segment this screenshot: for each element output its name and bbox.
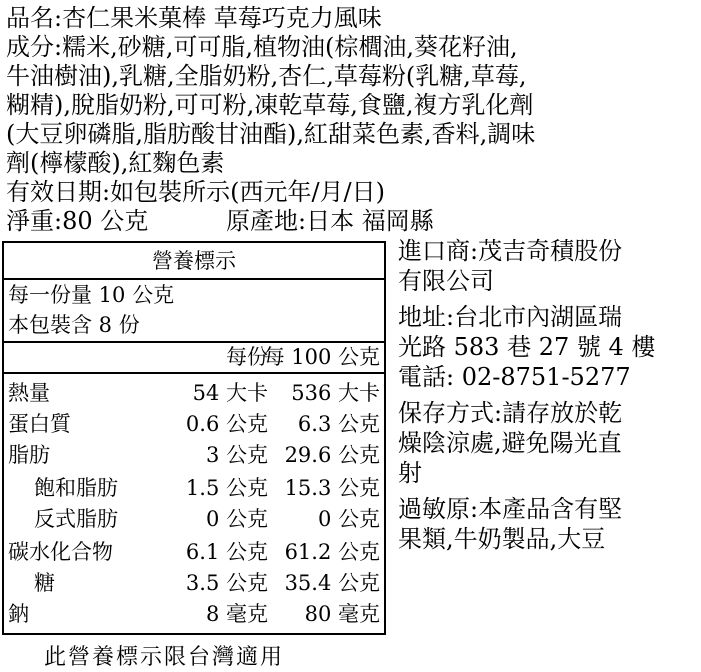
per-100g-value: 15.3 公克 — [284, 476, 380, 500]
phone: 電話: 02-8751-5277 — [398, 363, 631, 391]
nutrient-name: 蛋白質 — [8, 412, 71, 436]
nutrient-name: 反式脂肪 — [34, 507, 118, 531]
net-weight: 淨重:80 公克 — [6, 207, 149, 235]
serving-size-row — [4, 281, 384, 309]
nutrient-name: 脂肪 — [8, 443, 50, 467]
divider — [4, 278, 384, 280]
per-serving-value: 0.6 公克 — [185, 412, 268, 436]
per-serving-value: 6.1 公克 — [185, 540, 268, 564]
per-serving-value: 3.5 公克 — [185, 571, 268, 595]
per-100g-value: 536 大卡 — [291, 381, 380, 405]
nutrition-title: 營養標示 — [152, 249, 236, 273]
ingredients-line: (大豆卵磷脂,脂肪酸甘油酯),紅甜菜色素,香料,調味 — [6, 120, 536, 148]
nutrient-name: 糖 — [34, 571, 55, 595]
allergen-block — [398, 494, 698, 554]
nutrient-row — [4, 473, 384, 503]
storage-line: 燥陰涼處,避免陽光直 — [398, 429, 622, 457]
per-serving-value: 54 大卡 — [192, 381, 268, 405]
per-100g-value: 61.2 公克 — [284, 540, 380, 564]
divider — [4, 372, 384, 374]
per-serving-value: 3 公克 — [205, 443, 268, 467]
nutrient-name: 碳水化合物 — [8, 540, 113, 564]
ingredients-line: 劑(檸檬酸),紅麴色素 — [6, 149, 225, 177]
ingredients-line: 牛油樹油),乳糖,全脂奶粉,杏仁,草莓粉(乳糖,草莓, — [6, 62, 527, 90]
nutrient-row — [4, 537, 384, 567]
column-header-row — [4, 342, 384, 372]
importer-line: 有限公司 — [398, 267, 494, 295]
storage-line: 射 — [398, 459, 422, 487]
nutrient-row — [4, 409, 384, 439]
ingredients-line: 成分:糯米,砂糖,可可脂,植物油(棕櫚油,葵花籽油, — [6, 33, 518, 61]
label-text — [6, 4, 696, 236]
nutrient-name: 鈉 — [8, 602, 29, 626]
nutrition-footnote: 此營養標示限台灣適用 — [44, 645, 285, 670]
address-line: 地址:台北市內湖區瑞 — [398, 303, 623, 331]
nutrient-name: 熱量 — [8, 381, 50, 405]
per-serving-header: 每份 — [226, 345, 268, 369]
servings-per-package: 本包裝含 8 份 — [8, 313, 140, 337]
company-info — [398, 236, 698, 560]
allergen-line: 過敏原:本產品含有堅 — [398, 495, 623, 523]
nutrition-table — [2, 241, 386, 635]
ingredients-line: 糊精),脫脂奶粉,可可粉,凍乾草莓,食鹽,複方乳化劑 — [6, 91, 534, 119]
per-serving-value: 1.5 公克 — [185, 476, 268, 500]
nutrient-row — [4, 568, 384, 598]
servings-row — [4, 311, 384, 339]
origin: 原產地:日本 福岡縣 — [226, 207, 434, 235]
importer-block — [398, 236, 698, 296]
address-block — [398, 302, 698, 392]
importer-line: 進口商:茂吉奇積股份 — [398, 237, 623, 265]
nutrient-row — [4, 599, 384, 629]
nutrient-row — [4, 504, 384, 534]
per-100g-value: 0 公克 — [317, 507, 380, 531]
per-100g-value: 35.4 公克 — [284, 571, 380, 595]
nutrient-row — [4, 440, 384, 470]
per-serving-value: 8 毫克 — [205, 602, 268, 626]
per-100g-value: 29.6 公克 — [284, 443, 380, 467]
expiry-date: 有效日期:如包裝所示(西元年/月/日) — [6, 178, 385, 206]
serving-size: 每一份量 10 公克 — [8, 283, 175, 307]
per-100g-value: 80 毫克 — [304, 602, 380, 626]
nutrient-name: 飽和脂肪 — [34, 476, 118, 500]
per-100g-header: 每 100 公克 — [263, 345, 380, 369]
allergen-line: 果類,牛奶製品,大豆 — [398, 525, 606, 553]
storage-line: 保存方式:請存放於乾 — [398, 399, 623, 427]
storage-block — [398, 398, 698, 488]
product-name: 品名:杏仁果米菓棒 草莓巧克力風味 — [6, 4, 382, 32]
per-100g-value: 6.3 公克 — [297, 412, 380, 436]
address-line: 光路 583 巷 27 號 4 樓 — [398, 333, 656, 361]
per-serving-value: 0 公克 — [205, 507, 268, 531]
net-weight-line — [6, 207, 696, 236]
nutrient-row — [4, 378, 384, 408]
